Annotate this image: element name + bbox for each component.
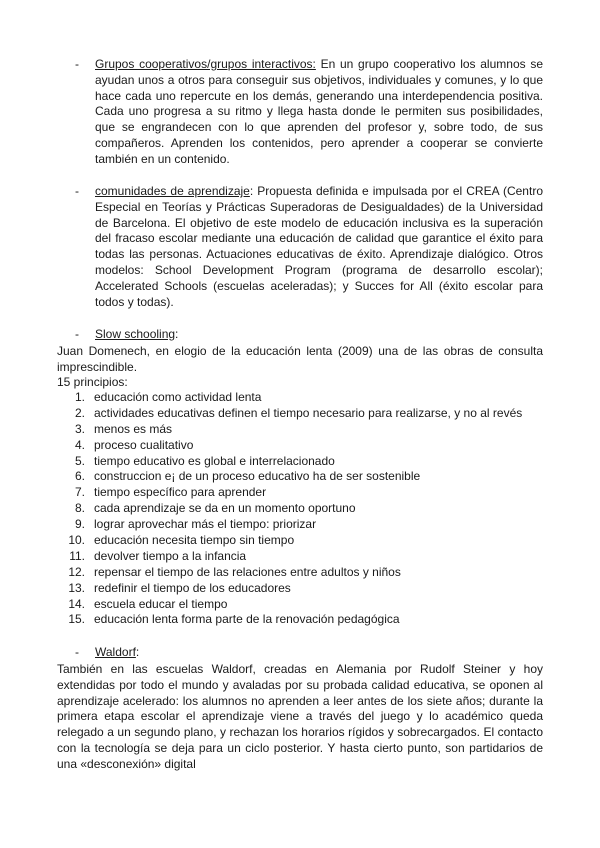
principle-text: actividades educativas definen el tiempo necesario para realizarse, y no al revés — [94, 405, 523, 420]
principle-text: tiempo específico para aprender — [94, 485, 267, 500]
principle-number: 13. — [68, 580, 85, 595]
slow-title: Slow schooling — [95, 327, 176, 341]
principle-item — [57, 597, 543, 613]
principle-text: lograr aprovechar más el tiempo: priorizar — [94, 517, 317, 532]
section-grupos-cooperativos — [75, 57, 544, 168]
principle-number: 12. — [68, 564, 85, 579]
grupos-title: Grupos cooperativos/grupos interactivos: — [95, 57, 316, 71]
waldorf-heading — [95, 645, 543, 661]
principle-item — [57, 390, 543, 406]
principle-item — [57, 501, 543, 517]
principle-item — [57, 565, 543, 581]
section-comunidades-aprendizaje — [75, 184, 543, 310]
list-dash: - — [75, 327, 79, 341]
principle-item — [57, 454, 543, 470]
principle-number: 6. — [74, 469, 85, 484]
comunidades-paragraph — [95, 184, 543, 310]
section-waldorf-heading — [75, 645, 543, 661]
principle-number: 8. — [74, 501, 85, 516]
principle-number: 4. — [74, 437, 85, 452]
principle-text: devolver tiempo a la infancia — [94, 548, 247, 563]
waldorf-colon: : — [135, 645, 140, 659]
principle-number: 10. — [68, 533, 85, 548]
principle-item — [57, 533, 543, 549]
principles-list — [57, 390, 543, 628]
principle-number: 3. — [74, 421, 85, 436]
principle-number: 5. — [74, 453, 85, 468]
principle-number: 2. — [74, 405, 85, 420]
principle-item — [57, 469, 543, 485]
principle-text: menos es más — [94, 421, 173, 436]
list-dash: - — [75, 184, 79, 198]
slow-intro: Juan Domenech, en elogio de la educación lenta (2009) una de las obras de consulta imprescindible. — [57, 344, 543, 374]
grupos-paragraph — [95, 57, 543, 168]
principle-number: 7. — [74, 485, 85, 500]
principle-number: 1. — [74, 390, 85, 404]
principle-item — [57, 517, 543, 533]
slow-heading — [95, 327, 543, 343]
principle-text: repensar el tiempo de las relaciones entre adultos y niños — [94, 564, 401, 579]
principle-item — [57, 612, 543, 628]
principle-number: 14. — [68, 596, 85, 611]
comunidades-title: comunidades de aprendizaje — [95, 184, 250, 198]
principle-text: redefinir el tiempo de los educadores — [94, 580, 291, 595]
principle-item — [57, 549, 543, 565]
waldorf-title: Waldorf — [95, 645, 136, 659]
principle-item — [57, 406, 543, 422]
principle-item — [57, 422, 543, 438]
list-dash: - — [75, 645, 79, 659]
principle-item — [57, 438, 543, 454]
principle-text: tiempo educativo es global e interrelacionado — [94, 453, 335, 468]
grupos-text: En un grupo cooperativo los alumnos se ayudan unos a otros para conseguir sus objetivos, individuales y comunes, y lo que hace cada uno repercute en los demás, generando una interdependencia positiva. Cada uno progresa a su ritmo y llega hasta donde le permiten sus posibilidades, que se engrandecen con lo que aprenden del profesor y, sobre todo, de sus compañeros. Aprenden los contenidos, pero aprender a cooperar se convierte también en un contenido. — [95, 57, 544, 166]
principle-text: proceso cualitativo — [94, 437, 194, 452]
principle-number: 9. — [74, 517, 85, 532]
principles-label: 15 principios: — [57, 375, 128, 389]
principle-item — [57, 581, 543, 597]
list-dash: - — [75, 57, 79, 71]
principle-text: educación necesita tiempo sin tiempo — [94, 533, 295, 548]
principle-item — [57, 485, 543, 501]
slow-colon: : — [175, 327, 179, 341]
waldorf-paragraph: También en las escuelas Waldorf, creadas en Alemania por Rudolf Steiner y hoy extendidas por todo el mundo y avaladas por su probada calidad educativa, se oponen al aprendizaje acelerado: los alumnos no aprenden a leer antes de los siete años; durante la primera etapa escolar el aprendizaje viene a través del juego y lo académico queda relegado a un segundo plano, y rechazan los horarios rígidos y sobrecargados. El contacto con la tecnología se deja para un ciclo posterior. Y hasta cierto punto, son partidarios de una «desconexión» digital — [57, 662, 543, 771]
comunidades-text: : Propuesta definida e impulsada por el CREA (Centro Especial en Teorías y Prácticas Superadoras de Desigualdades) de la Universidad de Barcelona. El objetivo de este modelo de educación inclusiva es la superación del fracaso escolar mediante una educación de calidad que garantice el éxito para todas las personas. Actuaciones educativas de éxito. Aprendizaje dialógico. Otros modelos: School Development Program (programa de desarrollo escolar); Accelerated Schools (escuelas aceleradas); y Succes for All (éxito escolar para todos y todas). — [95, 184, 543, 309]
principle-text: escuela educar el tiempo — [94, 596, 228, 611]
principle-text: construccion e¡ de un proceso educativo ha de ser sostenible — [94, 469, 421, 484]
principle-text: cada aprendizaje se da en un momento oportuno — [94, 501, 356, 516]
principle-text: educación como actividad lenta — [94, 390, 262, 404]
principle-number: 11. — [69, 548, 85, 563]
section-slow-schooling-heading — [75, 327, 543, 343]
principle-text: educación lenta forma parte de la renovación pedagógica — [94, 612, 400, 627]
principle-number: 15. — [68, 612, 85, 627]
